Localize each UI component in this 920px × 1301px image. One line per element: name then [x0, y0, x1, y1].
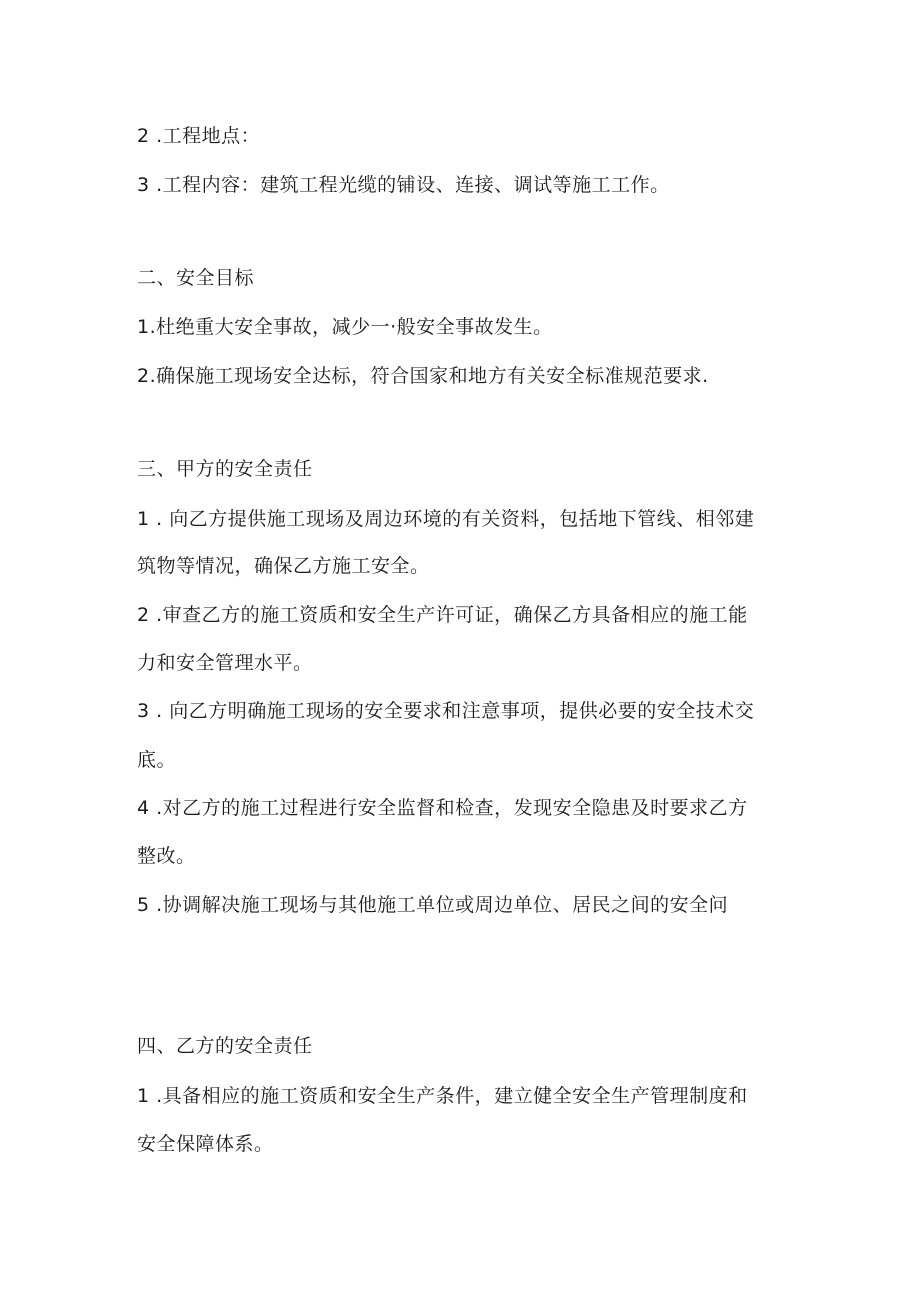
party-a-item-2-line-2: 力和安全管理水平。 [137, 652, 313, 674]
party-a-item-5-line-1: 5 .协调解决施工现场与其他施工单位或周边单位、居民之间的安全问 [137, 894, 729, 916]
party-b-item-1-line-1: 1 .具备相应的施工资质和安全生产条件，建立健全安全生产管理制度和 [137, 1085, 748, 1107]
clause-2-3-content: 3 .工程内容：建筑工程光缆的铺设、连接、调试等施工工作。 [137, 174, 670, 196]
party-a-item-1-line-2: 筑物等情况，确保乙方施工安全。 [137, 555, 430, 577]
goal-2: 2.确保施工现场安全达标，符合国家和地方有关安全标准规范要求. [137, 365, 709, 387]
party-a-item-4-line-2: 整改。 [137, 845, 196, 867]
clause-2-2-location: 2 .工程地点： [137, 125, 261, 147]
section-heading-safety-goals: 二、安全目标 [137, 267, 255, 289]
party-b-item-1-line-2: 安全保障体系。 [137, 1133, 274, 1155]
party-a-item-3-line-1: 3 . 向乙方明确施工现场的安全要求和注意事项，提供必要的安全技术交 [137, 700, 755, 722]
party-a-item-2-line-1: 2 .审查乙方的施工资质和安全生产许可证，确保乙方具备相应的施工能 [137, 604, 748, 626]
party-a-item-3-line-2: 底。 [137, 749, 177, 771]
party-a-item-4-line-1: 4 .对乙方的施工过程进行安全监督和检查，发现安全隐患及时要求乙方 [137, 797, 748, 819]
goal-1: 1.杜绝重大安全事故，减少一·般安全事故发生。 [137, 316, 553, 338]
party-a-item-1-line-1: 1 . 向乙方提供施工现场及周边环境的有关资料，包括地下管线、相邻建 [137, 508, 755, 530]
section-heading-party-a: 三、甲方的安全责任 [137, 458, 313, 480]
section-heading-party-b: 四、乙方的安全责任 [137, 1035, 313, 1057]
